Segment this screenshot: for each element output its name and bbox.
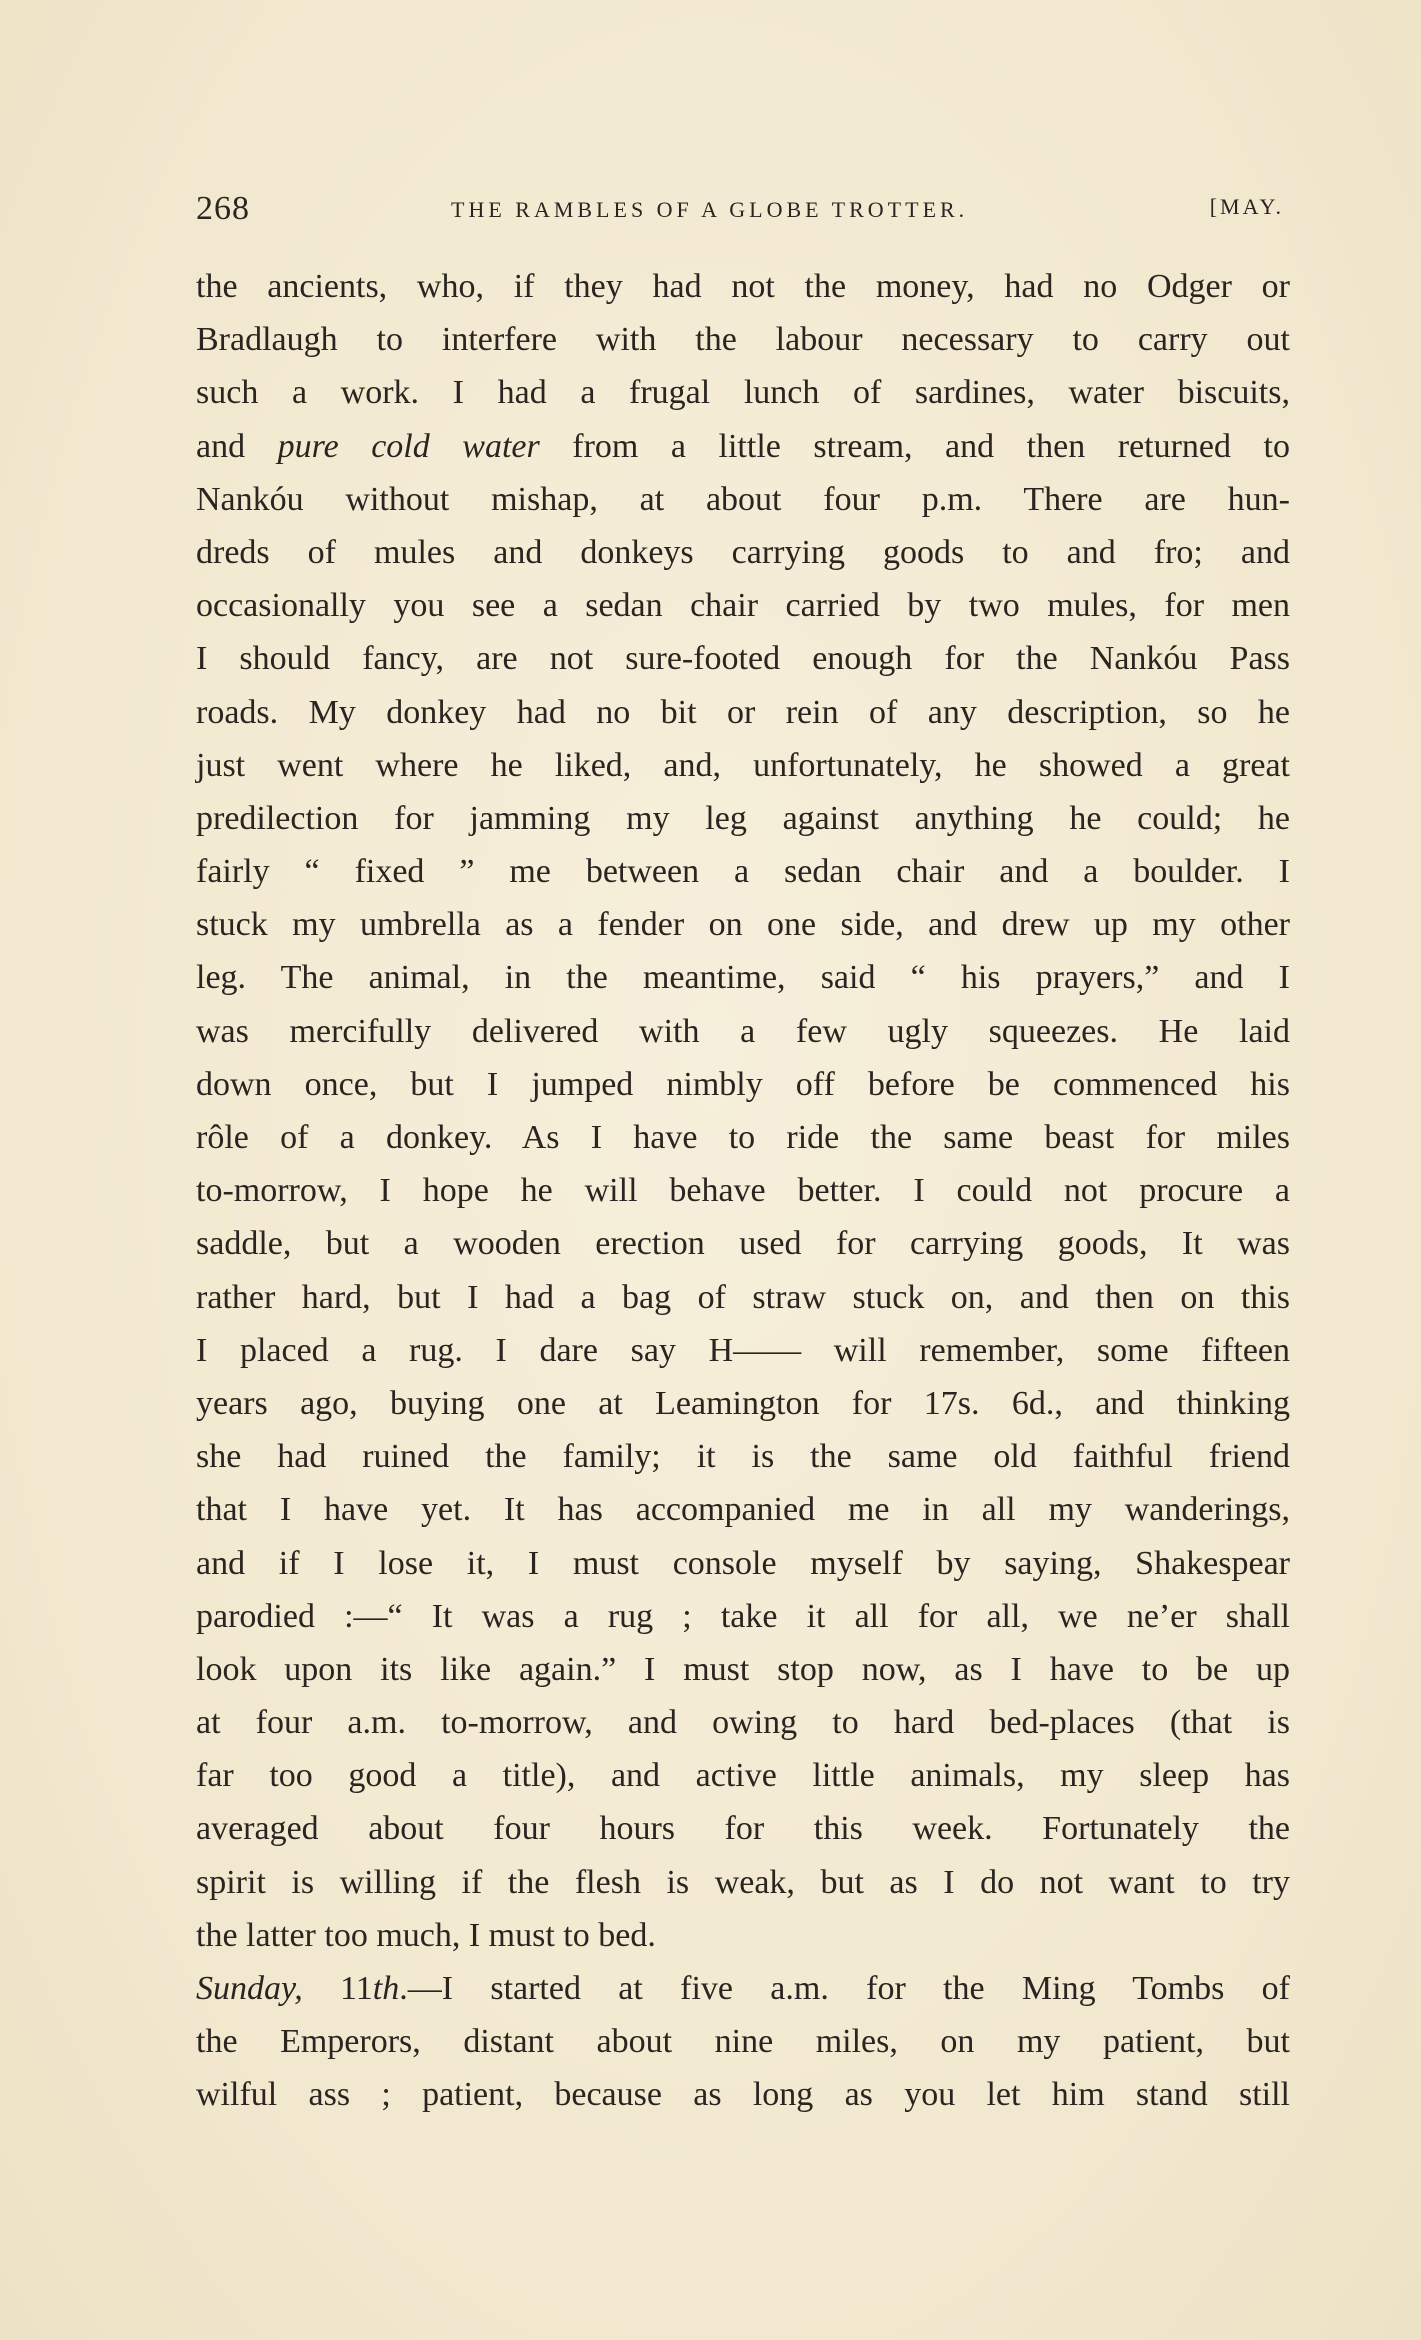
text-line: and pure cold water from a little stream, and then returned to <box>196 427 1291 465</box>
text-line: dreds of mules and donkeys carrying goods to and fro; and <box>196 533 1290 571</box>
text-line: to-morrow, I hope he will behave better. I could not procure a <box>196 1172 1290 1210</box>
text-line: predilection for jamming my leg against anything he could; he <box>196 799 1290 837</box>
running-title: THE RAMBLES OF A GLOBE TROTTER. <box>451 197 969 222</box>
text-line: rôle of a donkey. As I have to ride the same beast for miles <box>196 1119 1290 1156</box>
text-line: was mercifully delivered with a few ugly squeezes. He laid <box>196 1012 1290 1050</box>
text-line: I placed a rug. I dare say H—— will remember, some fifteen <box>196 1331 1290 1369</box>
text-line: just went where he liked, and, unfortunately, he showed a great <box>196 746 1290 784</box>
text-line: look upon its like again.” I must stop now, as I have to be up <box>196 1650 1290 1688</box>
text-line: saddle, but a wooden erection used for carrying goods, It was <box>196 1225 1290 1263</box>
month-marker: [MAY. <box>1209 194 1284 219</box>
text-line: spirit is willing if the flesh is weak, but as I do not want to try <box>196 1863 1290 1901</box>
text-line: I should fancy, are not sure-footed enough for the Nankóu Pass <box>196 640 1290 678</box>
text-line: parodied :—“ It was a rug ; take it all for all, we ne’er shall <box>196 1597 1290 1635</box>
text-line: the ancients, who, if they had not the money, had no Odger or <box>196 268 1290 305</box>
page-number: 268 <box>196 190 250 227</box>
text-line: Sunday, 11th.—I started at five a.m. for the Ming Tombs of <box>196 1970 1290 2007</box>
text-line: down once, but I jumped nimbly off before be commenced his <box>196 1065 1290 1103</box>
text-line: roads. My donkey had no bit or rein of any description, so he <box>196 693 1290 731</box>
text-line: wilful ass ; patient, because as long as you let him stand still <box>196 2076 1290 2114</box>
text-line: fairly “ fixed ” me between a sedan chair and a boulder. I <box>196 853 1290 891</box>
text-line: such a work. I had a frugal lunch of sardines, water biscuits, <box>196 374 1290 412</box>
text-line: stuck my umbrella as a fender on one side, and drew up my other <box>196 906 1290 944</box>
text-line: at four a.m. to-morrow, and owing to hard bed-places (that is <box>196 1704 1290 1742</box>
body-text <box>196 260 1290 2122</box>
text-line: years ago, buying one at Leamington for 17s. 6d., and thinking <box>196 1384 1290 1422</box>
text-line: that I have yet. It has accompanied me in all my wanderings, <box>196 1491 1290 1529</box>
page-header <box>196 190 1296 230</box>
text-line: Bradlaugh to interfere with the labour necessary to carry out <box>196 321 1290 359</box>
text-line: rather hard, but I had a bag of straw stuck on, and then on this <box>196 1278 1290 1316</box>
text-line: averaged about four hours for this week. Fortunately the <box>196 1810 1290 1848</box>
text-line: Nankóu without mishap, at about four p.m. There are hun- <box>196 480 1290 518</box>
text-line: the latter too much, I must to bed. <box>196 1916 656 1954</box>
text-line: far too good a title), and active little animals, my sleep has <box>196 1757 1290 1795</box>
text-line: leg. The animal, in the meantime, said “ his prayers,” and I <box>196 959 1290 997</box>
text-line: the Emperors, distant about nine miles, on my patient, but <box>196 2023 1290 2061</box>
text-line: occasionally you see a sedan chair carried by two mules, for men <box>196 587 1290 625</box>
text-line: she had ruined the family; it is the same old faithful friend <box>196 1438 1290 1476</box>
text-line: and if I lose it, I must console myself by saying, Shakespear <box>196 1544 1290 1582</box>
